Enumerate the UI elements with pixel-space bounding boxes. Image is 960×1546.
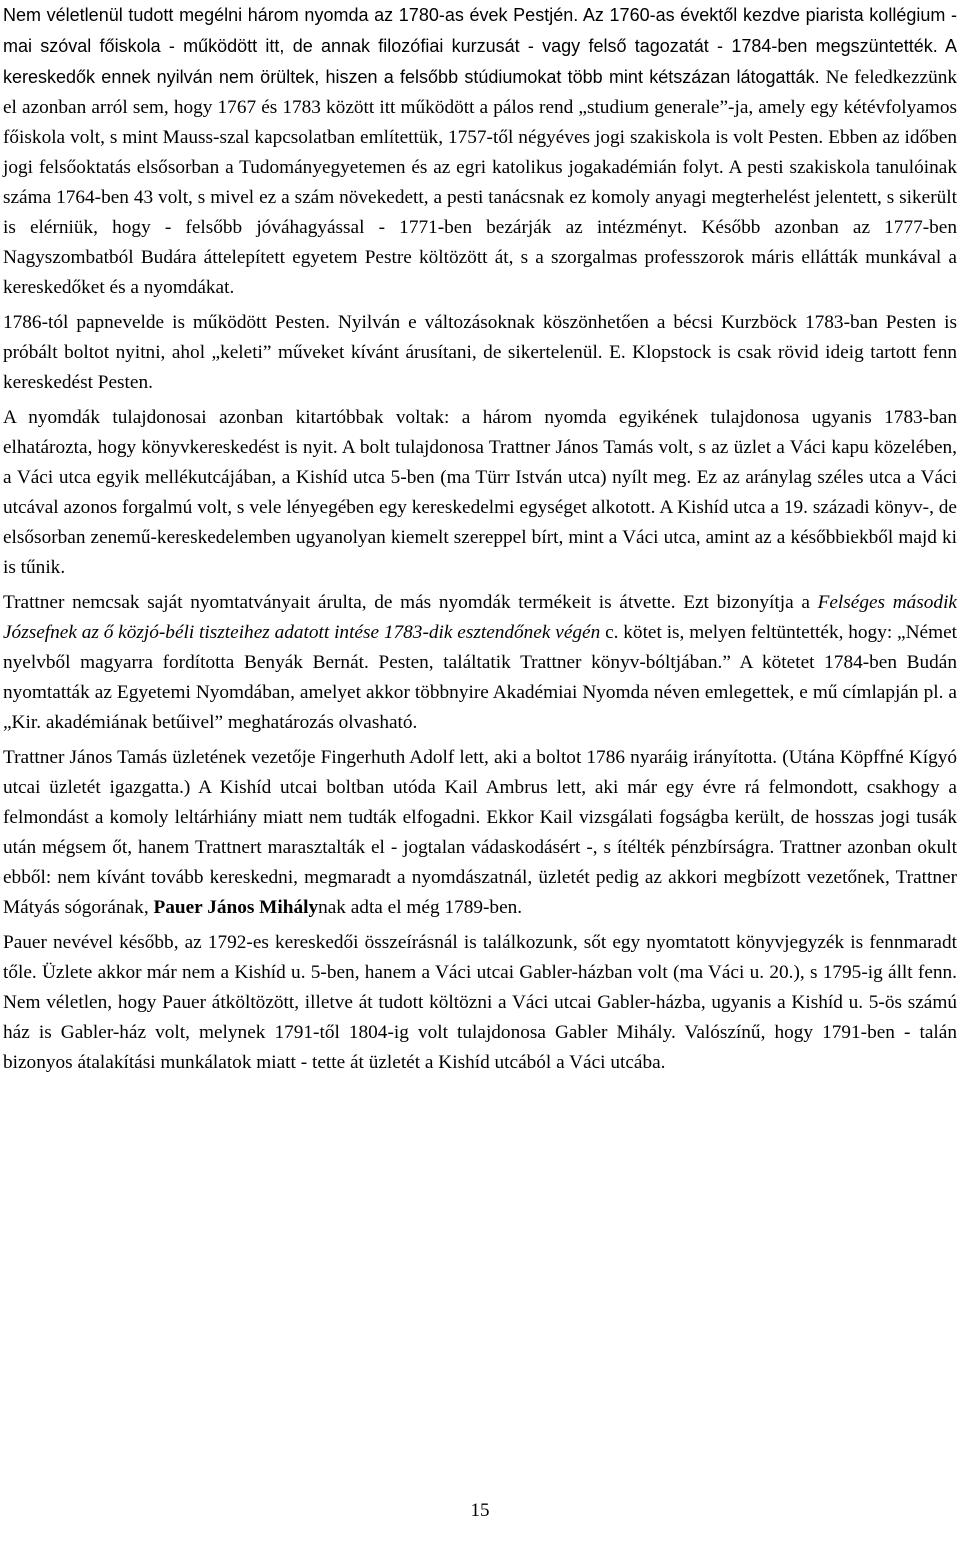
- person-name: Pauer János Mihály: [153, 897, 319, 918]
- paragraph-5: [3, 743, 957, 923]
- paragraph-2: 1786-tól papnevelde is működött Pesten. Nyilván e változásoknak köszönhetően a bécsi Kurzböck 1783-ban Pesten is próbált boltot nyitni, ahol „keleti” műveket kívánt árusítani, de sikertelenül. E. Klopstock is csak rövid ideig tartott fenn kereskedést Pesten.: [3, 312, 957, 393]
- document-page: [3, 0, 957, 1083]
- paragraph-1: [3, 0, 957, 303]
- paragraph-4: [3, 588, 957, 738]
- paragraph-6: Pauer nevével később, az 1792-es kereskedői összeírásnál is találkozunk, sőt egy nyomtatott könyvjegyzék is fennmaradt tőle. Üzlete akkor már nem a Kishíd u. 5-ben, hanem a Váci utcai Gabler-házban volt (ma Váci u. 20.), s 1795-ig állt fenn. Nem véletlen, hogy Pauer átköltözött, illetve át tudott költözni a Váci utcai Gabler-házba, ugyanis a Kishíd u. 5-ös számú ház is Gabler-ház volt, melynek 1791-től 1804-ig volt tulajdonosa Gabler Mihály. Valószínű, hogy 1791-ben - talán bizonyos átalakítási munkálatok miatt - tette át üzletét a Kishíd utcából a Váci utcába.: [3, 932, 957, 1073]
- book-title: Felséges második Józsefnek az ő közjó-béli tiszteihez adatott intése 1783-dik esztendőnek végén: [3, 592, 957, 643]
- paragraph-3: A nyomdák tulajdonosai azonban kitartóbbak voltak: a három nyomda egyikének tulajdonosa ugyanis 1783-ban elhatározta, hogy könyvkereskedést is nyit. A bolt tulajdonosa Trattner János Tamás volt, s az üzlet a Váci kapu közelében, a Váci utca egyik mellékutcájában, a Kishíd utca 5-ben (ma Türr István utca) nyílt meg. Ez az aránylag széles utca a Váci utcával azonos forgalmú volt, s vele lényegében egy kereskedelmi egységet alkotott. A Kishíd utca a 19. századi könyv-, de elsősorban zenemű-kereskedelemben ugyanolyan kiemelt szereppel bírt, mint a Váci utca, amint az a későbbiekből majd ki is tűnik.: [3, 407, 957, 578]
- paragraph-1-lead: Nem véletlenül tudott megélni három nyomda az 1780-as évek Pestjén. Az 1760-as évektől kezdve piarista kollégium - mai szóval főiskola - működött itt, de annak filozófiai kurzusát - vagy felső tagozatát - 1784-ben megszüntették. A kereskedők ennek nyilván nem örültek, hiszen a felsőbb stúdiumokat több mint kétszázan látogatták.: [3, 5, 957, 87]
- paragraph-1-rest: Ne feledkezzünk el azonban arról sem, hogy 1767 és 1783 között itt működött a pálos rend „studium generale”-ja, amely egy kétévfolyamos főiskola volt, s mint Mauss-szal kapcsolatban említettük, 1757-től négyéves jogi szakiskola is volt Pesten. Ebben az időben jogi felsőoktatás elsősorban a Tudományegyetemen és az egri katolikus jogakadémián folyt. A pesti szakiskola tanulóinak száma 1764-ben 43 volt, s mivel ez a szám növekedett, a pesti tanácsnak ez komoly anyagi megterhelést jelentett, s sikerült is elérniük, hogy - felsőbb jóváhagyással - 1771-ben bezárják az intézményt. Később azonban az 1777-ben Nagyszombatból Budára áttelepített egyetem Pestre költözött át, s a szorgalmas professzorok máris ellátták munkával a kereskedőket és a nyomdákat.: [3, 67, 957, 298]
- paragraph-5-end: nak adta el még 1789-ben.: [318, 897, 523, 918]
- paragraph-4-end: c. kötet is, melyen feltüntették, hogy: „Német nyelvből magyarra fordította Benyák Bernát. Pesten, találtatik Trattner könyv-bóltjában.” A kötetet 1784-ben Budán nyomtatták az Egyetemi Nyomdában, amelyet akkor többnyire Akadémiai Nyomda néven emlegettek, e mű címlapján pl. a „Kir. akadémiának betűivel” meghatározás olvasható.: [3, 622, 957, 733]
- paragraph-4-start: Trattner nemcsak saját nyomtatványait árulta, de más nyomdák termékeit is átvette. Ezt bizonyítja a: [3, 592, 818, 613]
- paragraph-5-start: Trattner János Tamás üzletének vezetője Fingerhuth Adolf lett, aki a boltot 1786 nyaráig irányította. (Utána Köpffné Kígyó utcai üzletét igazgatta.) A Kishíd utcai boltban utóda Kail Ambrus lett, aki már egy évre rá felmondott, csakhogy a felmondást a komoly leltárhiány miatt nem tudták elfogadni. Ekkor Kail vizsgálati fogságba került, de hosszas jogi tusák után mégsem őt, hanem Trattnert marasztalták el - jogtalan vádaskodásért -, s ítélték pénzbírságra. Trattner azonban okult ebből: nem kívánt tovább kereskedni, megmaradt a nyomdászatnál, üzletét pedig az akkori megbízott vezetőnek, Trattner Mátyás sógorának,: [3, 747, 957, 918]
- page-number: 15: [470, 1500, 490, 1521]
